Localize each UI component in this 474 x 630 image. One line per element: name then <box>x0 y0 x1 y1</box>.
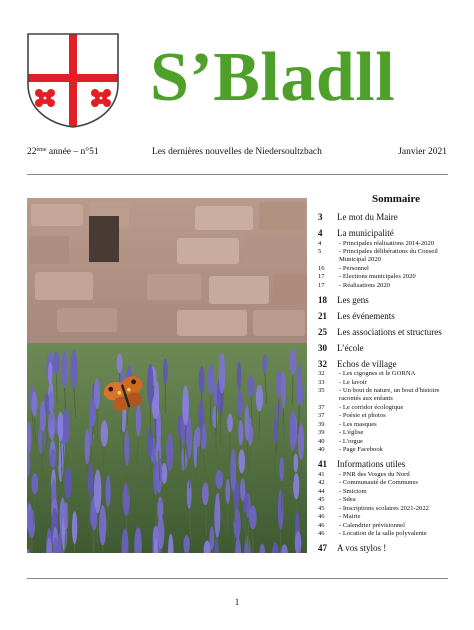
toc-subentry-page: 46 <box>318 513 325 520</box>
toc-subentry-page: 33 <box>318 378 325 386</box>
toc-entry-label: Les événements <box>337 310 395 321</box>
toc-entry-label: Echos de village <box>337 358 397 369</box>
toc-entry <box>315 543 455 554</box>
toc-subentry-label: - Poésie et photos <box>339 412 386 419</box>
toc-subentry <box>315 240 455 248</box>
toc-subentry <box>315 387 455 403</box>
toc-subentry-page: 16 <box>318 264 325 272</box>
toc-subentry <box>315 479 455 487</box>
toc-entry <box>315 327 455 338</box>
toc-subentry-label: - Les masques <box>339 420 377 428</box>
toc-subentry <box>315 273 455 281</box>
header-divider <box>27 174 448 175</box>
toc-subentry-page: 37 <box>318 412 325 419</box>
toc-subentry-label: - Location de la salle polyvalente <box>339 530 427 537</box>
toc-entry-page: 18 <box>318 294 327 305</box>
toc-entry-page: 30 <box>318 342 327 353</box>
page-number: 1 <box>234 597 240 607</box>
toc-subentry-page: 17 <box>318 273 325 280</box>
toc-subentry <box>315 379 455 387</box>
toc-subentry <box>315 530 455 538</box>
toc-entry-page: 47 <box>318 543 327 553</box>
toc-subentry-label: - Principales réalisations 2014-2020 <box>339 239 435 247</box>
toc-subentry-page: 39 <box>318 429 325 436</box>
toc-subentry-label: - Elections municipales 2020 <box>339 273 416 280</box>
toc-entry-label: L’école <box>337 342 364 353</box>
toc-subentry-page: 37 <box>318 403 325 411</box>
toc-subentry <box>315 404 455 412</box>
toc-entry-page: 3 <box>318 212 323 222</box>
toc-entry <box>315 228 455 239</box>
toc-subentry-page: 46 <box>318 521 325 529</box>
toc-subentry-page: 41 <box>318 470 325 478</box>
toc-subentry-page: 39 <box>318 420 325 428</box>
toc-subentry-label: - Page Facebook <box>339 446 383 453</box>
toc-subentry-label: - Principales délibérations du Conseil Municipal 2020 <box>339 248 438 263</box>
toc-entry-page: 25 <box>318 326 327 337</box>
toc-list <box>315 212 455 554</box>
toc-subentry-label: - Mairie <box>339 513 361 520</box>
toc-subentry <box>315 471 455 479</box>
toc-subentry <box>315 488 455 496</box>
toc-entry <box>315 311 455 322</box>
toc-subentry-label: - Inscriptions scolaires 2021-2022 <box>339 504 429 512</box>
toc-entry-page: 41 <box>318 459 327 469</box>
toc-entry-label: A vos stylos ! <box>337 543 387 553</box>
toc-subentry-label: - Un bout de nature, un bout d'histoire racontés aux enfants <box>339 387 440 402</box>
toc-entry <box>315 343 455 354</box>
toc-subentry-label: - Smictom <box>339 487 367 495</box>
toc-subentry-page: 4 <box>318 239 322 247</box>
footer-divider <box>27 578 448 579</box>
toc-entry-page: 4 <box>318 228 323 238</box>
coat-of-arms-logo <box>26 32 120 128</box>
toc-subentry-page: 44 <box>318 487 325 495</box>
toc-subentry <box>315 446 455 454</box>
toc-subentry <box>315 438 455 446</box>
issue-number <box>27 146 99 158</box>
toc-title: Sommaire <box>371 193 421 205</box>
toc-subentry <box>315 412 455 420</box>
toc-subentry-label: - PNR des Vosges du Nord <box>339 470 410 478</box>
toc-subentry-label: - L'orgue <box>339 437 363 445</box>
toc-entry-label: Le mot du Maire <box>337 212 398 222</box>
toc-subentry-label: - Le lavoir <box>339 378 367 386</box>
toc-subentry-page: 35 <box>318 387 325 394</box>
toc-entry-label: Les gens <box>337 294 369 305</box>
table-of-contents <box>315 192 455 554</box>
toc-subentry-label: - Personnel <box>339 264 369 272</box>
issue-prefix: 22 <box>27 147 37 157</box>
toc-subentry <box>315 513 455 521</box>
wall-window <box>89 216 119 262</box>
toc-entry <box>315 459 455 470</box>
newsletter-title: S’Bladll <box>150 39 396 116</box>
toc-subentry-page: 45 <box>318 504 325 512</box>
toc-subentry-page: 40 <box>318 437 325 445</box>
toc-subentry-label: - Le corridor écologique <box>339 403 404 411</box>
toc-subentry <box>315 421 455 429</box>
toc-subentry-label: - Communauté de Communes <box>339 479 418 486</box>
toc-subentry-label: - Calendrier prévisionnel <box>339 521 405 529</box>
toc-subentry-label: - Réalisations 2020 <box>339 281 390 289</box>
newsletter-subtitle: Les dernières nouvelles de Niedersoultzbach <box>152 147 322 157</box>
toc-subentry <box>315 248 455 264</box>
toc-subentry-page: 45 <box>318 496 325 503</box>
issue-superscript: ème <box>36 147 47 153</box>
toc-entry-page: 32 <box>318 358 327 369</box>
toc-subentry <box>315 522 455 530</box>
toc-subentry-page: 42 <box>318 479 325 486</box>
toc-subentry-label: - L'église <box>339 429 364 436</box>
toc-subentry <box>315 496 455 504</box>
toc-entry-page: 21 <box>318 310 327 321</box>
toc-subentry-page: 17 <box>318 281 325 289</box>
toc-entry-label: Les associations et structures <box>337 326 442 337</box>
toc-entry-label: La municipalité <box>337 228 394 238</box>
issue-rest: année – n°51 <box>46 147 99 157</box>
toc-subentry-page: 46 <box>318 530 325 537</box>
toc-subentry-page: 5 <box>318 248 322 255</box>
toc-subentry-label: - Sdea <box>339 496 356 503</box>
cover-photo <box>27 198 307 553</box>
toc-subentry <box>315 282 455 290</box>
toc-subentry-page: 40 <box>318 446 325 453</box>
toc-entry <box>315 295 455 306</box>
toc-entry <box>315 359 455 370</box>
toc-subentry <box>315 429 455 437</box>
toc-subentry <box>315 265 455 273</box>
toc-subentry-page: 32 <box>318 370 325 377</box>
issue-date: Janvier 2021 <box>398 147 447 157</box>
toc-entry <box>315 212 455 223</box>
toc-subentry <box>315 505 455 513</box>
toc-subentry-label: - Les cigognes et le GORNA <box>339 370 416 377</box>
toc-subentry <box>315 370 455 378</box>
toc-entry-label: Informations utiles <box>337 459 406 469</box>
